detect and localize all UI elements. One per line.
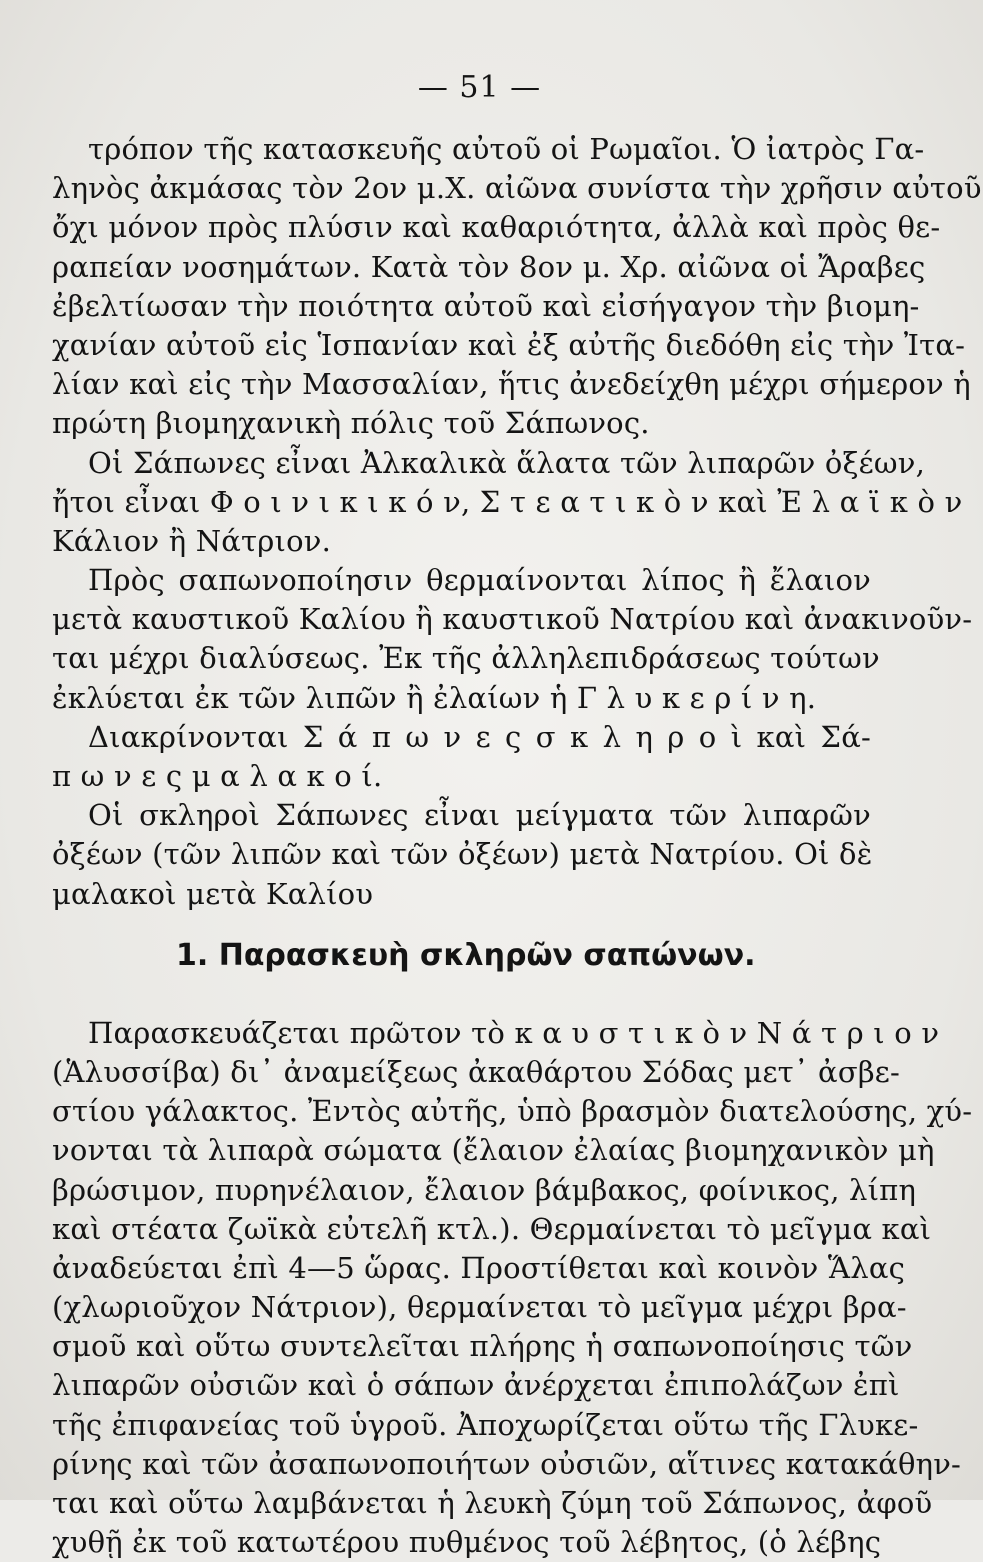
text-line: στίου γάλακτος. Ἐντὸς αὐτῆς, ὑπὸ βρασμὸν διατελούσης, χύ- (52, 1094, 973, 1129)
text-line: ὄχι μόνον πρὸς πλύσιν καὶ καθαριότητα, ἀλλὰ καὶ πρὸς θε- (52, 210, 941, 245)
text-line: (Ἁλυσσίβα) δι᾽ ἀναμείξεως ἀκαθάρτου Σόδας μετ᾽ ἀσβε- (52, 1054, 901, 1089)
page-number: — 51 — (417, 70, 542, 105)
text-line: ται καὶ οὕτω λαμβάνεται ἡ λευκὴ ζύμη τοῦ Σάπωνος, ἀφοῦ (52, 1486, 933, 1520)
text-line: ρίνης καὶ τῶν ἀσαπωνοποιήτων οὐσιῶν, αἵτινες κατακάθην- (52, 1446, 962, 1481)
text-line: τῆς ἐπιφανείας τοῦ ὑγροῦ. Ἀποχωρίζεται οὕτω τῆς Γλυκε- (52, 1407, 919, 1442)
text-line: ὀξέων (τῶν λιπῶν καὶ τῶν ὀξέων) μετὰ Νατρίου. Οἱ δὲ (52, 837, 873, 872)
text-line: μετὰ καυστικοῦ Καλίου ἢ καυστικοῦ Νατρίου καὶ ἀνακινοῦν- (52, 602, 973, 637)
text-line: (χλωριοῦχον Νάτριον), θερμαίνεται τὸ μεῖγμα μέχρι βρα- (52, 1290, 907, 1325)
text-line: λίαν καὶ εἰς τὴν Μασσαλίαν, ἥτις ἀνεδείχθη μέχρι σήμερον ἡ (52, 367, 971, 402)
section-title: 1. Παρασκευὴ σκληρῶν σαπώνων. (176, 937, 756, 973)
text-line: πρώτη βιομηχανικὴ πόλις τοῦ Σάπωνος. (52, 406, 650, 441)
text-line: νονται τὰ λιπαρὰ σώματα (ἔλαιον ἐλαίας βιομηχανικὸν μὴ (52, 1133, 935, 1168)
text-line: Πρὸς σαπωνοποίησιν θερμαίνονται λίπος ἢ ἔλαιον (88, 563, 871, 598)
text-line: ἤτοι εἶναι Φ ο ι ν ι κ ι κ ό ν, Σ τ ε α τ ι κ ὸ ν καὶ Ἐ λ α ϊ κ ὸ ν (52, 484, 963, 519)
text-line: Οἱ Σάπωνες εἶναι Ἀλκαλικὰ ἅλατα τῶν λιπαρῶν ὀξέων, (88, 445, 925, 480)
text-line: τρόπον τῆς κατασκευῆς αὐτοῦ οἱ Ρωμαῖοι. Ὁ ἰατρὸς Γα- (88, 132, 925, 166)
text-line: Οἱ σκληροὶ Σάπωνες εἶναι μείγματα τῶν λιπαρῶν (88, 798, 871, 833)
text-line: ἐβελτίωσαν τὴν ποιότητα αὐτοῦ καὶ εἰσήγαγον τὴν βιομη- (52, 288, 920, 323)
text-line: χανίαν αὐτοῦ εἰς Ἱσπανίαν καὶ ἐξ αὐτῆς διεδόθη εἰς τὴν Ἰτα- (52, 327, 966, 362)
text-line: ραπείαν νοσημάτων. Κατὰ τὸν 8ον μ. Χρ. αἰῶνα οἱ Ἄραβες (52, 249, 926, 284)
text-line: ἐκλύεται ἐκ τῶν λιπῶν ἢ ἐλαίων ἡ Γ λ υ κ ε ρ ί ν η. (52, 680, 817, 715)
text-line: ται μέχρι διαλύσεως. Ἐκ τῆς ἀλληλεπιδράσεως τούτων (52, 641, 880, 676)
text-line: Διακρίνονται Σ ά π ω ν ε ς σ κ λ η ρ ο ὶ καὶ Σά- (88, 719, 871, 754)
text-line: ἀναδεύεται ἐπὶ 4—5 ὥρας. Προστίθεται καὶ κοινὸν Ἅλας (52, 1250, 906, 1285)
body-text-top (52, 130, 982, 914)
text-line: καὶ στέατα ζωϊκὰ εὐτελῆ κτλ.). Θερμαίνεται τὸ μεῖγμα καὶ (52, 1211, 932, 1246)
text-line: π ω ν ε ς μ α λ α κ ο ί. (52, 759, 383, 793)
text-line: Παρασκευάζεται πρῶτον τὸ κ α υ σ τ ι κ ὸ ν Ν ά τ ρ ι ο ν (88, 1015, 940, 1050)
text-line: βρώσιμον, πυρηνέλαιον, ἔλαιον βάμβακος, φοίνικος, λίπη (52, 1172, 917, 1207)
text-line: σμοῦ καὶ οὕτω συντελεῖται πλήρης ἡ σαπωνοποίησις τῶν (52, 1329, 913, 1364)
text-line: μαλακοὶ μετὰ Καλίου (52, 876, 374, 911)
text-line: λιπαρῶν οὐσιῶν καὶ ὁ σάπων ἀνέρχεται ἐπιπολάζων ἐπὶ (52, 1368, 900, 1403)
text-line: ληνὸς ἀκμάσας τὸν 2ον μ.Χ. αἰῶνα συνίστα τὴν χρῆσιν αὐτοῦ (52, 171, 982, 206)
text-line: χυθῇ ἐκ τοῦ κατωτέρου πυθμένος τοῦ λέβητος, (ὁ λέβης (52, 1525, 882, 1560)
text-line: Κάλιον ἢ Νάτριον. (52, 523, 332, 558)
body-text-bottom (52, 1014, 973, 1562)
